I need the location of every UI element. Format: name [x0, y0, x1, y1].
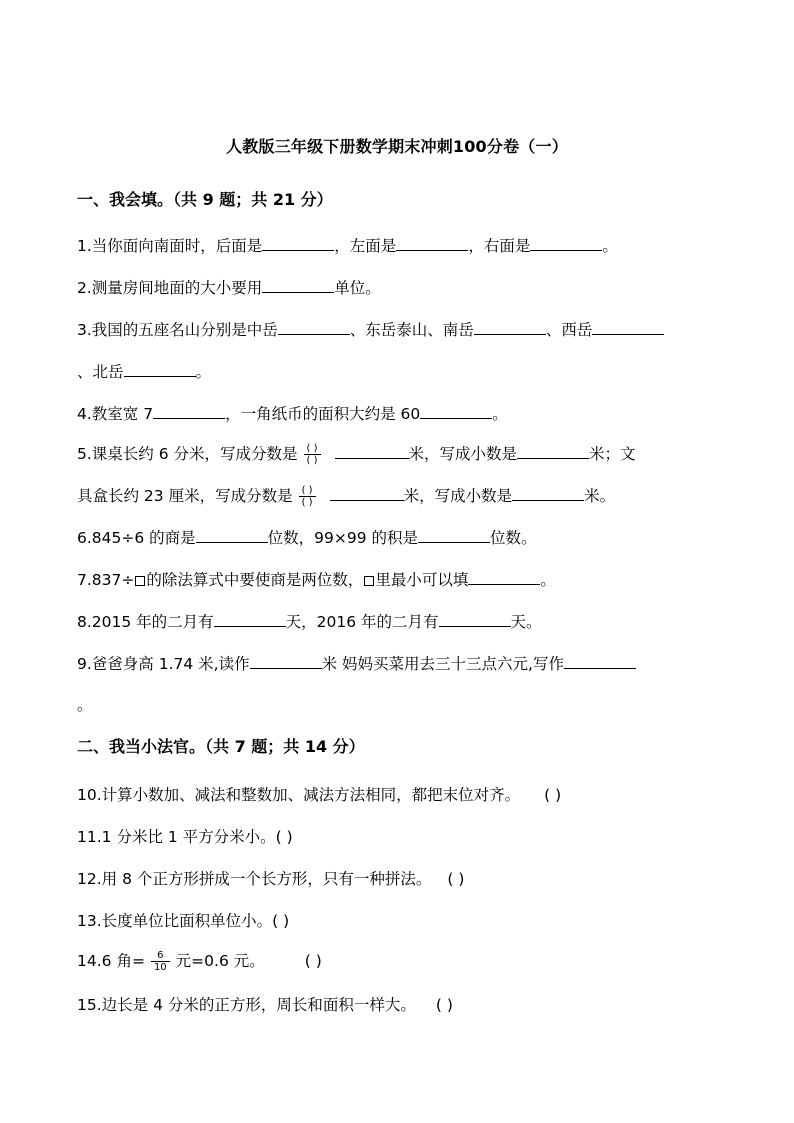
q1-text: ，右面是 — [468, 237, 531, 255]
q6-text: 6.845÷6 的商是 — [77, 529, 196, 547]
q8-text: 8.2015 年的二月有 — [77, 613, 214, 631]
q3-blank-2[interactable] — [474, 318, 546, 335]
q5-blank-3[interactable] — [330, 484, 404, 501]
question-1 — [77, 234, 719, 257]
question-12 — [77, 868, 719, 890]
q9-blank-2[interactable] — [564, 652, 636, 669]
q7-text: 里最小可以填 — [375, 571, 469, 589]
question-9-line-2 — [77, 694, 719, 716]
answer-parentheses[interactable]: ( ) — [304, 952, 322, 970]
question-5 — [77, 442, 719, 466]
q6-blank-1[interactable] — [196, 526, 268, 543]
question-6 — [77, 526, 719, 549]
q6-text: 位数。 — [490, 529, 537, 547]
section2-heading: 二、我当小法官。（共 7 题；共 14 分） — [77, 737, 365, 756]
q3-blank-3[interactable] — [592, 318, 664, 335]
q3-text: 、东岳泰山、南岳 — [349, 321, 474, 339]
question-8 — [77, 610, 719, 633]
q9-blank-1[interactable] — [250, 652, 322, 669]
exam-title: 人教版三年级下册数学期末冲刺100分卷（一） — [226, 137, 568, 156]
q9-text: 米 妈妈买菜用去三十三点六元,写作 — [321, 655, 564, 673]
answer-parentheses[interactable]: ( ) — [447, 870, 465, 888]
q5-blank-1[interactable] — [335, 442, 409, 459]
q3-text: 、西岳 — [545, 321, 593, 339]
fraction[interactable] — [299, 485, 316, 508]
fraction-numerator: ( ) — [304, 443, 321, 455]
q8-blank-1[interactable] — [214, 610, 286, 627]
question-15 — [77, 994, 719, 1016]
q3-blank-4[interactable] — [124, 360, 196, 377]
q3-blank-1[interactable] — [278, 318, 350, 335]
q5-blank-2[interactable] — [517, 442, 589, 459]
q1-text: 1.当你面向南面时，后面是 — [77, 237, 263, 255]
q14-text: 元=0.6 元。 — [175, 952, 265, 970]
question-4 — [77, 402, 719, 425]
q11-text: 11.1 分米比 1 平方分米小。 — [77, 828, 276, 846]
q8-text: 天。 — [510, 613, 542, 631]
q7-text: 。 — [540, 571, 556, 589]
q7-blank-1[interactable] — [468, 568, 540, 585]
q7-text: 7.837÷ — [77, 571, 135, 589]
q5-text: 米；文 — [589, 445, 636, 463]
question-11 — [77, 826, 719, 848]
q3-text: 、北岳 — [77, 363, 124, 381]
answer-parentheses[interactable]: ( ) — [544, 786, 562, 804]
q4-text: 4.教室宽 7 — [77, 405, 154, 423]
question-2 — [77, 276, 719, 299]
q1-text: 。 — [602, 237, 618, 255]
square-box-icon — [135, 576, 145, 586]
question-14 — [77, 950, 719, 973]
q14-text: 14.6 角= — [77, 952, 145, 970]
fraction[interactable] — [304, 443, 321, 466]
q1-blank-2[interactable] — [396, 234, 468, 251]
q6-text: 位数，99×99 的积是 — [267, 529, 419, 547]
q4-text: ，一角纸币的面积大约是 60 — [225, 405, 421, 423]
square-box-icon — [364, 576, 374, 586]
q12-text: 12.用 8 个正方形拼成一个长方形，只有一种拼法。 — [77, 870, 432, 888]
question-10 — [77, 784, 719, 806]
fraction-denominator: ( ) — [306, 455, 318, 466]
q1-blank-1[interactable] — [262, 234, 334, 251]
q4-blank-2[interactable] — [420, 402, 492, 419]
q1-text: ，左面是 — [334, 237, 397, 255]
q4-text: 。 — [492, 405, 508, 423]
q5-blank-4[interactable] — [512, 484, 584, 501]
q5-text: 5.课桌长约 6 分米，写成分数是 — [77, 445, 298, 463]
question-13 — [77, 910, 719, 932]
q2-text: 2.测量房间地面的大小要用 — [77, 279, 263, 297]
q2-blank-1[interactable] — [262, 276, 334, 293]
q4-blank-1[interactable] — [153, 402, 225, 419]
q1-blank-3[interactable] — [530, 234, 602, 251]
q3-text: 3.我国的五座名山分别是中岳 — [77, 321, 278, 339]
fraction-denominator: ( ) — [301, 497, 313, 508]
q13-text: 13.长度单位比面积单位小。 — [77, 912, 273, 930]
q8-blank-2[interactable] — [439, 610, 511, 627]
question-5-line-2 — [77, 484, 719, 508]
q9-text: 9.爸爸身高 1.74 米,读作 — [77, 655, 250, 673]
question-9 — [77, 652, 719, 675]
q2-text: 单位。 — [334, 279, 381, 297]
q3-text: 。 — [195, 363, 212, 381]
answer-parentheses[interactable]: ( ) — [272, 912, 290, 930]
fraction — [151, 950, 170, 973]
fraction-numerator: ( ) — [299, 485, 316, 497]
q5-text: 具盒长约 23 厘米，写成分数是 — [77, 487, 293, 505]
q7-text: 的除法算式中要使商是两位数， — [146, 571, 364, 589]
q10-text: 10.计算小数加、减法和整数加、减法方法相同，都把末位对齐。 — [77, 786, 521, 804]
q15-text: 15.边长是 4 分米的正方形，周长和面积一样大。 — [77, 996, 416, 1014]
q8-text: 天，2016 年的二月有 — [285, 613, 439, 631]
answer-parentheses[interactable]: ( ) — [275, 828, 293, 846]
q5-text: 米，写成小数是 — [403, 487, 513, 505]
question-3 — [77, 318, 719, 341]
q5-text: 米，写成小数是 — [408, 445, 518, 463]
q5-text: 米。 — [584, 487, 616, 505]
answer-parentheses[interactable]: ( ) — [435, 996, 453, 1014]
q9-text: 。 — [77, 696, 93, 714]
question-3-line-2 — [77, 360, 719, 383]
fraction-denominator: 10 — [153, 962, 167, 973]
section1-heading: 一、我会填。（共 9 题；共 21 分） — [77, 190, 333, 209]
fraction-numerator: 6 — [151, 950, 170, 962]
q6-blank-2[interactable] — [418, 526, 490, 543]
question-7 — [77, 568, 719, 591]
